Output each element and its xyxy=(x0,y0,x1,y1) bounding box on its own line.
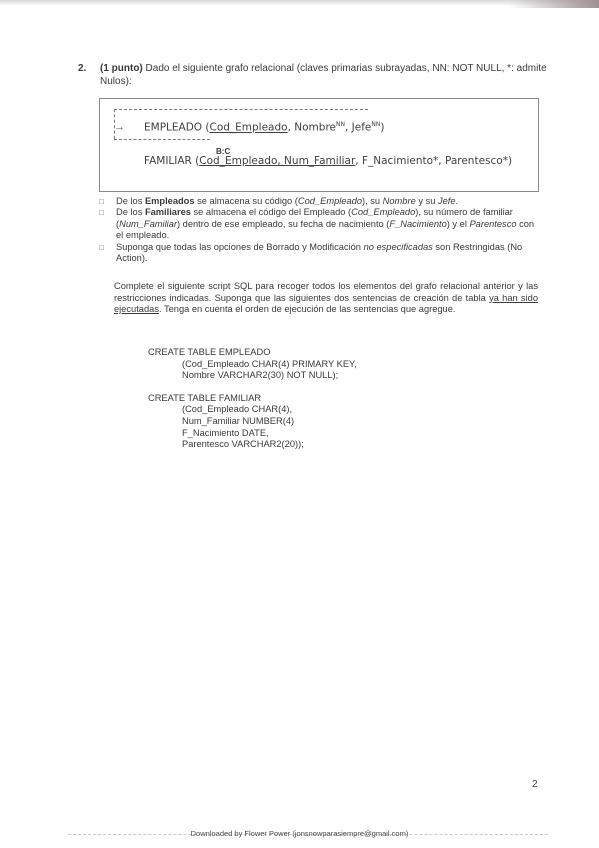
text-run: Complete el siguiente script SQL para recoger todos los elementos del grafo relacional anterior y las restricciones indicadas. Suponga que las siguientes dos sentencias de creación de tabla xyxy=(114,281,538,303)
nn-marker: NN xyxy=(371,121,381,128)
text-run-underlined: ya han sido ejecutadas xyxy=(114,292,538,315)
question-text xyxy=(100,62,548,88)
sql-code-block xyxy=(148,347,357,451)
text-run-italic: F_Nacimiento xyxy=(389,218,447,229)
relation-familiar-name: FAMILIAR ( xyxy=(144,155,200,167)
list-item xyxy=(99,242,539,265)
sql-line: Nombre VARCHAR2(30) NOT NULL); xyxy=(182,370,339,381)
text-run: ) dentro de ese empleado, su fecha de nacimiento ( xyxy=(176,218,390,229)
checkbox-bullet-icon: □ xyxy=(99,197,104,206)
sql-line: F_Nacimiento DATE, xyxy=(182,427,269,438)
text-run-bold: Empleados xyxy=(144,196,195,206)
sql-line: (Cod_Empleado CHAR(4), xyxy=(182,404,293,415)
text-run: con el empleado. xyxy=(116,218,535,241)
bullet-list xyxy=(99,196,539,264)
fk-dashed-line-top xyxy=(114,109,368,110)
relation-empleado-pk: Cod_Empleado xyxy=(209,121,288,134)
bc-label: B:C xyxy=(216,147,231,156)
relation-empleado-attr-nombre: , Nombre xyxy=(287,121,336,134)
text-run: . xyxy=(455,196,459,206)
relational-graph-box xyxy=(99,98,539,192)
question-points: (1 punto) xyxy=(100,63,143,74)
text-run-bold: Familiares xyxy=(144,207,191,218)
relation-empleado-attr-jefe: , Jefe xyxy=(344,121,372,134)
fk-arrow-icon: → xyxy=(114,121,125,133)
sql-line: CREATE TABLE FAMILIAR xyxy=(148,392,262,403)
checkbox-bullet-icon: □ xyxy=(99,242,104,252)
text-run: Suponga que todas las opciones de Borrado y Modificación xyxy=(116,241,364,252)
text-run-italic: Cod_Empleado xyxy=(351,207,416,218)
text-run: ) y el xyxy=(446,218,470,229)
page-number: 2 xyxy=(532,779,538,790)
text-run: se almacena su código ( xyxy=(194,196,298,206)
text-run-italic: Num_Familiar xyxy=(119,218,177,229)
checkbox-bullet-icon: □ xyxy=(99,208,104,218)
list-item xyxy=(99,207,539,241)
nn-marker: NN xyxy=(336,121,345,128)
fk-dashed-line-bottom xyxy=(114,139,210,140)
relation-empleado-name: EMPLEADO ( xyxy=(144,121,210,134)
text-run: ), su número de familiar ( xyxy=(116,207,513,229)
text-run-italic: Nombre xyxy=(382,196,416,206)
text-run: De los xyxy=(116,207,145,218)
question-number: 2. xyxy=(78,63,87,74)
relation-empleado xyxy=(144,121,384,134)
question-header xyxy=(78,62,548,88)
text-run: . Tenga en cuenta el orden de ejecución de las sentencias que agregue. xyxy=(158,304,456,315)
text-run: ), su xyxy=(362,196,383,206)
scan-corner-shade xyxy=(509,0,599,8)
relation-empleado-close: ) xyxy=(380,121,385,134)
sql-line: Parentesco VARCHAR2(20)); xyxy=(182,439,304,450)
text-run: son Restringidas (No Action). xyxy=(116,241,523,264)
relation-familiar-rest: , F_Nacimiento*, Parentesco*) xyxy=(355,155,513,167)
sql-blank-line xyxy=(148,382,357,393)
sql-line: Num_Familiar NUMBER(4) xyxy=(182,415,295,426)
relation-familiar-pk: Cod_Empleado, Num_Familiar xyxy=(199,155,356,167)
download-footer: Downloaded by Flower Power (jonsnowparasiempre@gmail.com) xyxy=(190,829,409,838)
text-run: se almacena el código del Empleado ( xyxy=(190,207,352,218)
text-run-italic: Jefe xyxy=(437,196,456,206)
text-run-italic: no especificadas xyxy=(363,241,433,252)
text-run-italic: Cod_Empleado xyxy=(297,196,362,206)
sql-line: (Cod_Empleado CHAR(4) PRIMARY KEY, xyxy=(182,358,357,369)
instructions-paragraph xyxy=(114,281,538,316)
text-run: y su xyxy=(415,196,438,206)
question-intro: Dado el siguiente grafo relacional (claves primarias subrayadas, NN: NOT NULL, *: admite Nulos): xyxy=(100,63,547,87)
text-run-italic: Parentesco xyxy=(469,218,517,229)
sql-line: CREATE TABLE EMPLEADO xyxy=(148,347,271,357)
relation-familiar xyxy=(144,155,512,167)
list-item xyxy=(99,196,539,207)
text-run: De los xyxy=(116,196,145,206)
